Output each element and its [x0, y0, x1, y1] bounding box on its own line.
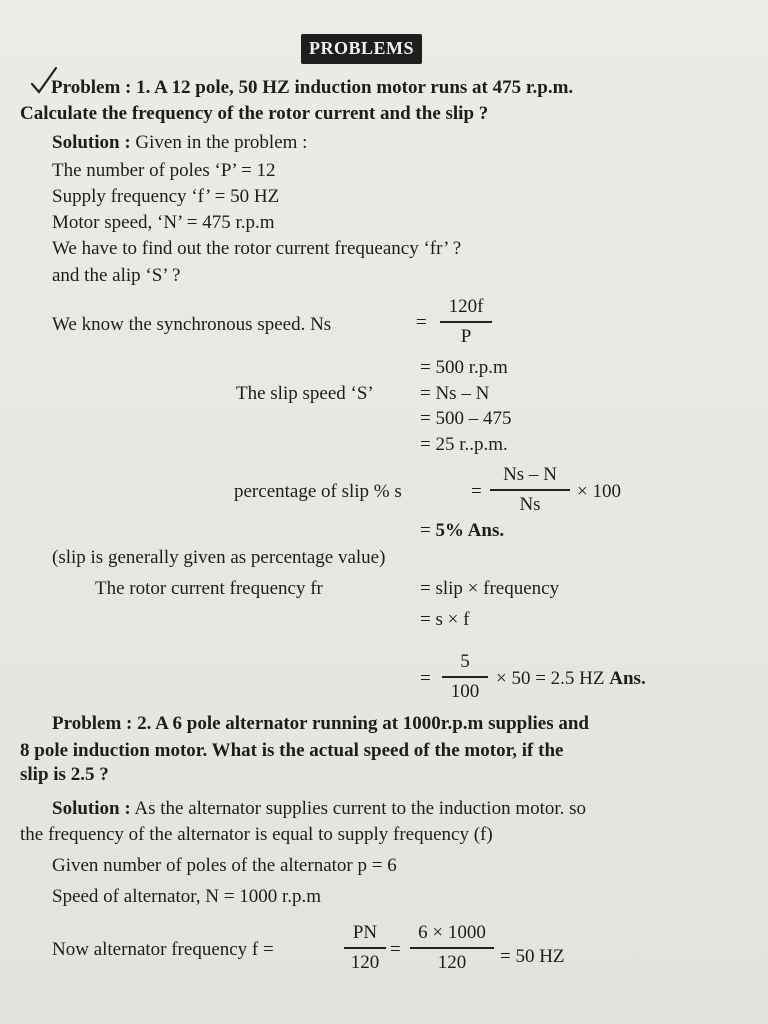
problem-1-title-line-1: Problem : 1. A 12 pole, 50 HZ induction motor runs at 475 r.p.m. — [51, 77, 574, 98]
problem-2-title-line-3: slip is 2.5 ? — [20, 764, 109, 785]
alternator-frequency-equals: = — [390, 939, 401, 960]
alternator-frequency-fraction-2 — [410, 922, 494, 974]
fraction-bar — [410, 947, 494, 949]
slip-speed-step-2: = 500 – 475 — [420, 408, 512, 429]
fraction-bar — [490, 489, 570, 491]
fraction-numerator: PN — [352, 922, 378, 943]
problem-2-solution-line — [52, 798, 586, 820]
find-statement-cont: and the alip ‘S’ ? — [52, 265, 181, 286]
slip-speed-step-1: = Ns – N — [420, 383, 490, 404]
sync-speed-label: We know the synchronous speed. Ns — [52, 314, 332, 335]
fraction-bar — [442, 676, 488, 678]
fraction-numerator: 120f — [448, 296, 484, 317]
solution-label: Solution : — [52, 132, 131, 153]
given-poles: The number of poles ‘P’ = 12 — [52, 160, 276, 181]
sync-speed-result: = 500 r.p.m — [420, 357, 508, 378]
fraction-denominator: 120 — [437, 951, 467, 973]
percent-slip-equals: = — [471, 481, 482, 502]
alternator-frequency-fraction-1 — [344, 922, 386, 974]
result-equals: = — [420, 520, 431, 541]
rotor-frequency-step-1: = slip × frequency — [420, 578, 560, 599]
fraction-denominator: 120 — [350, 951, 380, 973]
fraction-denominator: 100 — [450, 680, 480, 702]
alternator-frequency-result: = 50 HZ — [500, 946, 565, 967]
fraction-numerator: Ns – N — [503, 464, 557, 485]
given-alternator-poles: Given number of poles of the alternator p = 6 — [52, 855, 397, 876]
section-heading: PROBLEMS — [301, 34, 422, 64]
percent-slip-result — [420, 520, 504, 542]
rotor-frequency-step-2: = s × f — [420, 609, 470, 630]
solution-intro: As the alternator supplies current to the induction motor. so — [134, 798, 587, 819]
solution-intro: Given in the problem : — [135, 132, 308, 153]
slip-speed-label: The slip speed ‘S’ — [236, 383, 374, 404]
find-statement: We have to find out the rotor current frequeancy ‘fr’ ? — [52, 238, 462, 259]
given-frequency: Supply frequency ‘f’ = 50 HZ — [52, 186, 280, 207]
percent-slip-label: percentage of slip % s — [234, 481, 402, 502]
answer-label: Ans. — [609, 668, 646, 689]
rotor-frequency-equals: = — [420, 668, 431, 689]
percent-slip-fraction — [490, 464, 570, 516]
given-speed: Motor speed, ‘N’ = 475 r.p.m — [52, 212, 275, 233]
fraction-denominator: Ns — [519, 493, 541, 515]
problem-2-solution-cont: the frequency of the alternator is equal to supply frequency (f) — [20, 824, 493, 845]
fraction-numerator: 6 × 1000 — [418, 922, 486, 943]
fraction-denominator: P — [460, 325, 472, 347]
rotor-frequency-result — [496, 668, 646, 690]
rotor-frequency-fraction — [442, 651, 488, 703]
percent-slip-multiplier: × 100 — [577, 481, 621, 502]
slip-note: (slip is generally given as percentage value) — [52, 547, 386, 568]
rotor-frequency-label: The rotor current frequency fr — [95, 578, 323, 599]
answer-value: 5% Ans. — [435, 520, 505, 541]
fraction-bar — [344, 947, 386, 949]
given-alternator-speed: Speed of alternator, N = 1000 r.p.m — [52, 886, 322, 907]
fraction-numerator: 5 — [460, 651, 470, 672]
slip-speed-step-3: = 25 r..p.m. — [420, 434, 508, 455]
problem-1-solution-line — [52, 132, 307, 154]
result-expression: × 50 = 2.5 HZ — [496, 668, 605, 689]
alternator-frequency-label: Now alternator frequency f = — [52, 939, 274, 960]
problem-1-title-line-2: Calculate the frequency of the rotor current and the slip ? — [20, 103, 489, 124]
sync-speed-equals: = — [416, 312, 427, 333]
solution-label: Solution : — [52, 798, 131, 819]
problem-2-title-line-1: Problem : 2. A 6 pole alternator running at 1000r.p.m supplies and — [52, 713, 589, 734]
problem-2-title-line-2: 8 pole induction motor. What is the actual speed of the motor, if the — [20, 740, 564, 761]
sync-speed-fraction — [440, 296, 492, 348]
fraction-bar — [440, 321, 492, 323]
